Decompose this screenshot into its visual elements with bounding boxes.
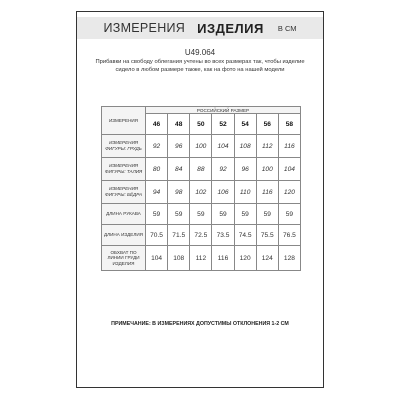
size-cell: 54 xyxy=(234,114,256,135)
value-cell: 72.5 xyxy=(190,225,212,246)
value-cell: 100 xyxy=(190,135,212,158)
row-label: ОБХВАТ ПО ЛИНИИ ГРУДИ ИЗДЕЛИЯ xyxy=(102,246,146,271)
value-cell: 128 xyxy=(278,246,300,271)
table-row xyxy=(102,135,301,158)
value-cell: 71.5 xyxy=(168,225,190,246)
value-cell: 110 xyxy=(234,181,256,204)
value-cell: 59 xyxy=(146,204,168,225)
value-cell: 75.5 xyxy=(256,225,278,246)
table-row xyxy=(102,225,301,246)
value-cell: 59 xyxy=(234,204,256,225)
value-cell: 104 xyxy=(278,158,300,181)
table-row xyxy=(102,158,301,181)
value-cell: 104 xyxy=(146,246,168,271)
value-cell: 94 xyxy=(146,181,168,204)
corner-label: ИЗМЕРЕНИЯ xyxy=(102,107,146,135)
table-row xyxy=(102,246,301,271)
value-cell: 88 xyxy=(190,158,212,181)
value-cell: 59 xyxy=(256,204,278,225)
value-cell: 74.5 xyxy=(234,225,256,246)
value-cell: 112 xyxy=(256,135,278,158)
product-code: U49.064 xyxy=(184,48,216,57)
value-cell: 120 xyxy=(278,181,300,204)
size-cell: 50 xyxy=(190,114,212,135)
value-cell: 73.5 xyxy=(212,225,234,246)
size-chart-sheet xyxy=(76,11,324,388)
value-cell: 116 xyxy=(212,246,234,271)
size-cell: 56 xyxy=(256,114,278,135)
value-cell: 59 xyxy=(278,204,300,225)
value-cell: 70.5 xyxy=(146,225,168,246)
value-cell: 92 xyxy=(212,158,234,181)
size-cell: 58 xyxy=(278,114,300,135)
value-cell: 106 xyxy=(212,181,234,204)
value-cell: 108 xyxy=(168,246,190,271)
row-label: ИЗМЕРЕНИЯ ФИГУРЫ: БЁДРА xyxy=(102,181,146,204)
value-cell: 98 xyxy=(168,181,190,204)
size-group-label: РОССИЙСКИЙ РАЗМЕР xyxy=(146,107,301,114)
value-cell: 96 xyxy=(168,135,190,158)
title-bar xyxy=(77,17,323,39)
title-unit: В СМ xyxy=(277,23,297,33)
row-label: ДЛИНА ИЗДЕЛИЯ xyxy=(102,225,146,246)
row-label: ИЗМЕРЕНИЯ ФИГУРЫ: ГРУДЬ xyxy=(102,135,146,158)
size-cell: 52 xyxy=(212,114,234,135)
value-cell: 108 xyxy=(234,135,256,158)
value-cell: 120 xyxy=(234,246,256,271)
row-label: ДЛИНА РУКАВА xyxy=(102,204,146,225)
value-cell: 96 xyxy=(234,158,256,181)
value-cell: 112 xyxy=(190,246,212,271)
size-table xyxy=(101,106,301,271)
table-row xyxy=(102,181,301,204)
value-cell: 104 xyxy=(212,135,234,158)
value-cell: 59 xyxy=(168,204,190,225)
value-cell: 59 xyxy=(190,204,212,225)
size-cell: 48 xyxy=(168,114,190,135)
value-cell: 59 xyxy=(212,204,234,225)
title-word-measurements: ИЗМЕРЕНИЯ xyxy=(103,21,186,35)
value-cell: 100 xyxy=(256,158,278,181)
value-cell: 76.5 xyxy=(278,225,300,246)
table-header-row xyxy=(102,107,301,114)
value-cell: 84 xyxy=(168,158,190,181)
value-cell: 80 xyxy=(146,158,168,181)
row-label: ИЗМЕРЕНИЯ ФИГУРЫ: ТАЛИЯ xyxy=(102,158,146,181)
value-cell: 102 xyxy=(190,181,212,204)
value-cell: 116 xyxy=(256,181,278,204)
value-cell: 116 xyxy=(278,135,300,158)
title-word-product: ИЗДЕЛИЯ xyxy=(197,20,264,36)
fit-note: Прибавки на свободу облегания учтены во всех размерах так, чтобы изделие сидело в любом размере также, как на фото на нашей модели xyxy=(95,59,305,73)
size-cell: 46 xyxy=(146,114,168,135)
value-cell: 92 xyxy=(146,135,168,158)
tolerance-footnote: ПРИМЕЧАНИЕ: В ИЗМЕРЕНИЯХ ДОПУСТИМЫ ОТКЛОНЕНИЯ 1-2 СМ xyxy=(111,321,289,327)
table-row xyxy=(102,204,301,225)
value-cell: 124 xyxy=(256,246,278,271)
